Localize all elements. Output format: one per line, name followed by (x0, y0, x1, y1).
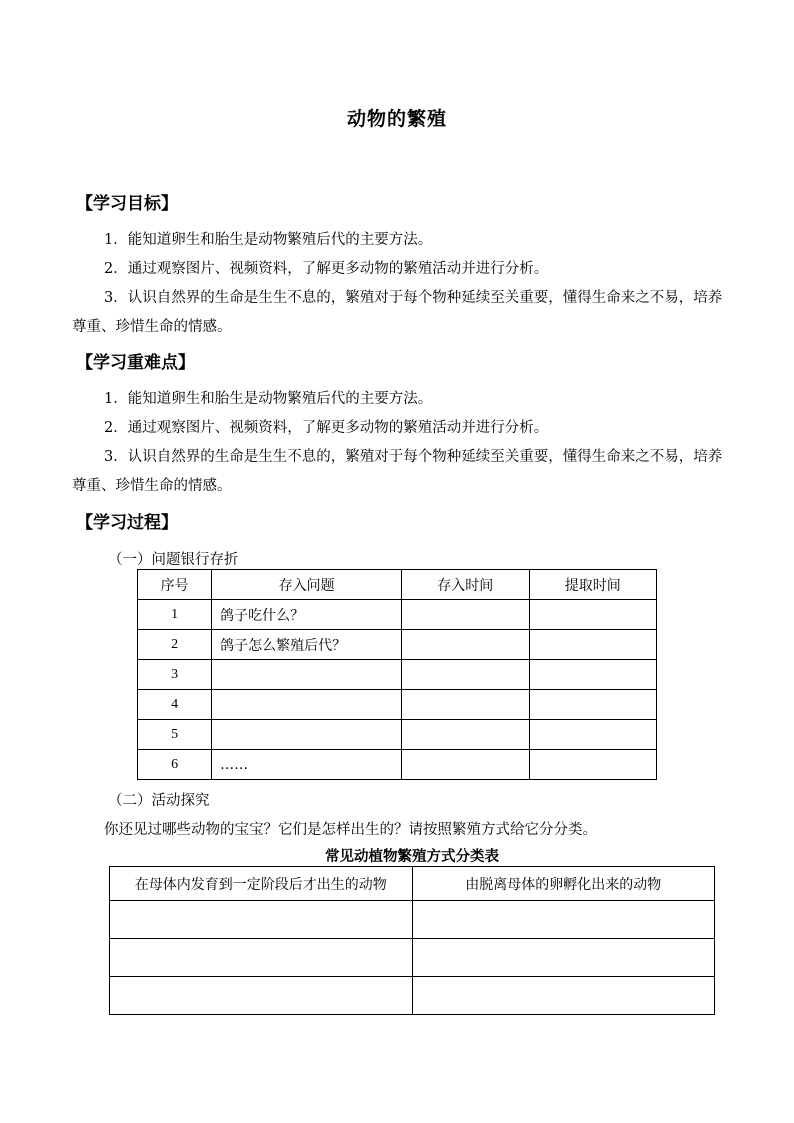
cell-deposit-time[interactable] (402, 630, 529, 660)
header-withdraw-time: 提取时间 (529, 570, 656, 600)
goals-item-3: 3．认识自然界的生命是生生不息的，繁殖对于每个物种延续至关重要，懂得生命来之不易，培养尊重、珍惜生命的情感。 (72, 290, 723, 335)
classification-table-caption: 常见动植物繁殖方式分类表 (325, 848, 499, 865)
part2-prompt: 你还见过哪些动物的宝宝？它们是怎样出生的？请按照繁殖方式给它分分类。 (104, 822, 597, 838)
cell-deposit-time[interactable] (402, 660, 529, 690)
key-points-item-1: 1．能知道卵生和胎生是动物繁殖后代的主要方法。 (104, 391, 433, 407)
table-row (138, 690, 657, 720)
cell-viviparous[interactable] (110, 939, 413, 977)
process-heading: 【学习过程】 (76, 513, 178, 533)
header-number: 序号 (138, 570, 212, 600)
classification-table (109, 866, 715, 1015)
cell-withdraw-time[interactable] (529, 690, 656, 720)
goals-list (72, 226, 732, 342)
cell-question[interactable]: 鸽子怎么繁殖后代？ (212, 630, 402, 660)
table-row (110, 901, 715, 939)
header-viviparous: 在母体内发育到一定阶段后才出生的动物 (110, 867, 413, 901)
cell-withdraw-time[interactable] (529, 600, 656, 630)
cell-withdraw-time[interactable] (529, 720, 656, 750)
part1-label: （一）问题银行存折 (108, 552, 239, 568)
cell-number: 4 (138, 690, 212, 720)
cell-oviparous[interactable] (412, 901, 715, 939)
cell-question[interactable] (212, 720, 402, 750)
goals-heading: 【学习目标】 (76, 194, 178, 214)
key-points-heading: 【学习重难点】 (76, 353, 195, 373)
cell-number: 5 (138, 720, 212, 750)
header-question: 存入问题 (212, 570, 402, 600)
header-oviparous: 由脱离母体的卵孵化出来的动物 (412, 867, 715, 901)
cell-withdraw-time[interactable] (529, 660, 656, 690)
cell-viviparous[interactable] (110, 901, 413, 939)
key-points-item-3: 3．认识自然界的生命是生生不息的，繁殖对于每个物种延续至关重要，懂得生命来之不易，培养尊重、珍惜生命的情感。 (72, 449, 723, 494)
table-row (110, 939, 715, 977)
page-title: 动物的繁殖 (346, 108, 447, 130)
cell-deposit-time[interactable] (402, 600, 529, 630)
question-bank-table (137, 569, 657, 780)
cell-withdraw-time[interactable] (529, 750, 656, 780)
cell-question[interactable] (212, 660, 402, 690)
cell-withdraw-time[interactable] (529, 630, 656, 660)
header-deposit-time: 存入时间 (402, 570, 529, 600)
cell-deposit-time[interactable] (402, 720, 529, 750)
cell-question[interactable]: …… (212, 750, 402, 780)
cell-number: 3 (138, 660, 212, 690)
cell-deposit-time[interactable] (402, 750, 529, 780)
cell-oviparous[interactable] (412, 977, 715, 1015)
goals-item-2: 2．通过观察图片、视频资料，了解更多动物的繁殖活动并进行分析。 (104, 261, 549, 277)
goals-item-1: 1．能知道卵生和胎生是动物繁殖后代的主要方法。 (104, 232, 433, 248)
table-header-row (138, 570, 657, 600)
table-header-row (110, 867, 715, 901)
part2-label: （二）活动探究 (108, 793, 210, 809)
cell-question[interactable]: 鸽子吃什么？ (212, 600, 402, 630)
table-row (138, 720, 657, 750)
cell-viviparous[interactable] (110, 977, 413, 1015)
cell-oviparous[interactable] (412, 939, 715, 977)
table-row (138, 600, 657, 630)
key-points-list (72, 385, 732, 501)
cell-number: 1 (138, 600, 212, 630)
table-row (138, 630, 657, 660)
cell-deposit-time[interactable] (402, 690, 529, 720)
table-row (138, 750, 657, 780)
key-points-item-2: 2．通过观察图片、视频资料，了解更多动物的繁殖活动并进行分析。 (104, 420, 549, 436)
cell-number: 6 (138, 750, 212, 780)
table-row (138, 660, 657, 690)
cell-question[interactable] (212, 690, 402, 720)
cell-number: 2 (138, 630, 212, 660)
table-row (110, 977, 715, 1015)
